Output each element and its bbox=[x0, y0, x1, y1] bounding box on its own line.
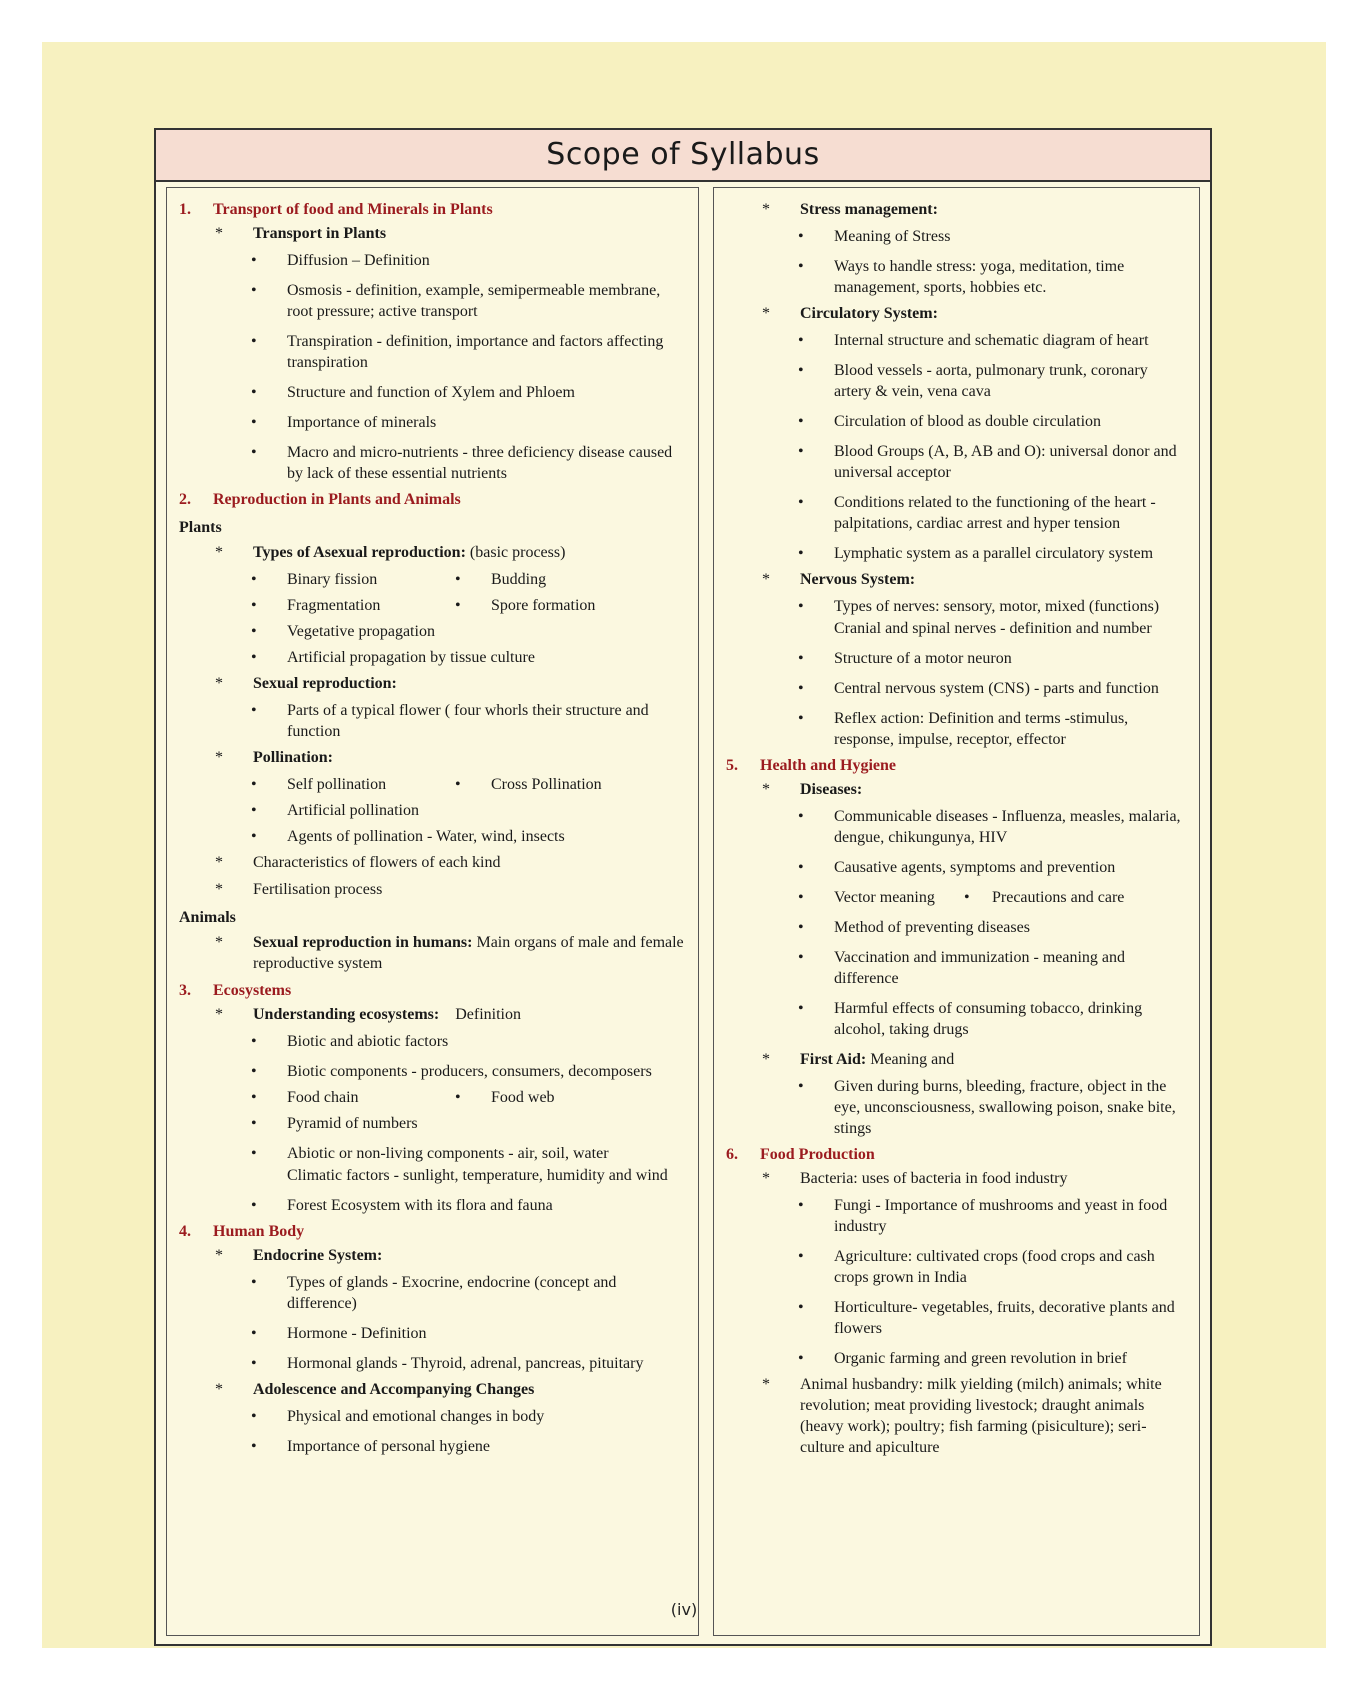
list-item: • Food chain • Food web bbox=[251, 1089, 555, 1106]
list-item: • Agriculture: cultivated crops (food crops and cash crops grown in India bbox=[798, 1248, 1155, 1286]
list-item: • Osmosis - definition, example, semipermeable membrane, root pressure; active transport bbox=[251, 282, 661, 320]
list-item: • Vaccination and immunization - meaning and difference bbox=[798, 949, 1126, 987]
list-item: • Transpiration - definition, importance and factors affecting transpiration bbox=[251, 333, 664, 371]
topic: * First Aid: Meaning and bbox=[762, 1051, 955, 1068]
section-heading: 4. Human Body bbox=[179, 1223, 305, 1240]
topic: * Bacteria: uses of bacteria in food industry bbox=[762, 1170, 1068, 1187]
section-heading: 6. Food Production bbox=[726, 1146, 875, 1163]
list-item: • Fungi - Importance of mushrooms and yeast in food industry bbox=[798, 1197, 1168, 1235]
list-item: • Causative agents, symptoms and prevention bbox=[798, 859, 1116, 876]
topic: * Types of Asexual reproduction: (basic process) bbox=[215, 544, 566, 561]
topic: * Nervous System: bbox=[762, 571, 916, 588]
list-item: • Physical and emotional changes in body bbox=[251, 1408, 545, 1425]
list-item: • Macro and micro-nutrients - three deficiency disease caused by lack of these essential nutrients bbox=[251, 444, 673, 482]
list-item-continuation: Cranial and spinal nerves - definition and number bbox=[834, 620, 1152, 637]
list-item: • Types of glands - Exocrine, endocrine (concept and difference) bbox=[251, 1274, 617, 1312]
list-item: • Hormone - Definition bbox=[251, 1325, 427, 1342]
page-number: (iv) bbox=[670, 1600, 698, 1619]
topic: * Fertilisation process bbox=[215, 881, 383, 898]
list-item: • Self pollination • Cross Pollination bbox=[251, 776, 602, 793]
section-heading: 2. Reproduction in Plants and Animals bbox=[179, 491, 461, 508]
topic: * Adolescence and Accompanying Changes bbox=[215, 1381, 535, 1398]
list-item: • Types of nerves: sensory, motor, mixed (functions) bbox=[798, 598, 1160, 615]
topic: * Circulatory System: bbox=[762, 305, 938, 322]
list-item: • Agents of pollination - Water, wind, insects bbox=[251, 828, 565, 845]
list-item: • Hormonal glands - Thyroid, adrenal, pancreas, pituitary bbox=[251, 1355, 644, 1372]
list-item: • Harmful effects of consuming tobacco, drinking alcohol, taking drugs bbox=[798, 1000, 1143, 1038]
list-item: • Organic farming and green revolution in brief bbox=[798, 1350, 1127, 1367]
list-item: • Meaning of Stress bbox=[798, 228, 951, 245]
subheading: Animals bbox=[179, 909, 236, 926]
list-item: • Artificial pollination bbox=[251, 802, 419, 819]
topic: * Animal husbandry: milk yielding (milch) animals; white revolution; meat providing livestock; draught animals (heavy work); poultry; fish farming (pisiculture); seri-culture and apiculture bbox=[762, 1376, 1162, 1456]
topic: * Characteristics of flowers of each kind bbox=[215, 854, 501, 871]
list-item: • Vector meaning • Precautions and care bbox=[798, 889, 1125, 906]
list-item-continuation: Climatic factors - sunlight, temperature, humidity and wind bbox=[287, 1167, 668, 1184]
list-item: • Abiotic or non-living components - air, soil, water bbox=[251, 1145, 609, 1162]
list-item: • Lymphatic system as a parallel circulatory system bbox=[798, 545, 1154, 562]
topic: * Diseases: bbox=[762, 781, 863, 798]
list-item: • Reflex action: Definition and terms -stimulus, response, impulse, receptor, effector bbox=[798, 710, 1129, 748]
topic: * Endocrine System: bbox=[215, 1247, 383, 1264]
list-item: • Artificial propagation by tissue culture bbox=[251, 649, 535, 666]
subheading: Plants bbox=[179, 519, 222, 536]
list-item: • Importance of personal hygiene bbox=[251, 1438, 491, 1455]
syllabus-box bbox=[154, 128, 1212, 1646]
list-item: • Conditions related to the functioning of the heart - palpitations, cardiac arrest and hyper tension bbox=[798, 494, 1156, 532]
page-background bbox=[42, 42, 1326, 1648]
list-item: • Parts of a typical flower ( four whorls their structure and function bbox=[251, 702, 649, 740]
topic: * Sexual reproduction in humans: Main organs of male and female reproductive system bbox=[215, 934, 684, 972]
section-heading: 1. Transport of food and Minerals in Plants bbox=[179, 201, 493, 218]
list-item: • Structure of a motor neuron bbox=[798, 650, 1012, 667]
list-item: • Binary fission • Budding bbox=[251, 571, 547, 588]
section-heading: 5. Health and Hygiene bbox=[726, 757, 897, 774]
list-item: • Pyramid of numbers bbox=[251, 1115, 418, 1132]
section-heading: 3. Ecosystems bbox=[179, 982, 292, 999]
list-item: • Given during burns, bleeding, fracture, object in the eye, unconsciousness, swallowing poison, snake bite, stings bbox=[798, 1078, 1176, 1137]
list-item: • Central nervous system (CNS) - parts and function bbox=[798, 680, 1159, 697]
topic: * Understanding ecosystems: Definition bbox=[215, 1006, 521, 1023]
topic: * Stress management: bbox=[762, 201, 938, 218]
list-item: • Vegetative propagation bbox=[251, 623, 435, 640]
list-item: • Method of preventing diseases bbox=[798, 919, 1030, 936]
topic: * Transport in Plants bbox=[215, 225, 387, 242]
list-item: • Diffusion – Definition bbox=[251, 252, 430, 269]
list-item: • Blood vessels - aorta, pulmonary trunk, coronary artery & vein, vena cava bbox=[798, 362, 1148, 400]
list-item: • Biotic components - producers, consumers, decomposers bbox=[251, 1063, 652, 1080]
left-column bbox=[166, 187, 699, 1636]
page-title: Scope of Syllabus bbox=[156, 130, 1210, 182]
list-item: • Circulation of blood as double circulation bbox=[798, 413, 1102, 430]
topic: * Sexual reproduction: bbox=[215, 675, 397, 692]
list-item: • Structure and function of Xylem and Phloem bbox=[251, 384, 575, 401]
list-item: • Blood Groups (A, B, AB and O): universal donor and universal acceptor bbox=[798, 443, 1177, 481]
right-column bbox=[713, 187, 1200, 1636]
list-item: • Forest Ecosystem with its flora and fauna bbox=[251, 1197, 553, 1214]
list-item: • Ways to handle stress: yoga, meditation, time management, sports, hobbies etc. bbox=[798, 258, 1125, 296]
topic: * Pollination: bbox=[215, 749, 334, 766]
list-item: • Fragmentation • Spore formation bbox=[251, 597, 596, 614]
list-item: • Internal structure and schematic diagram of heart bbox=[798, 332, 1149, 349]
list-item: • Importance of minerals bbox=[251, 414, 437, 431]
list-item: • Communicable diseases - Influenza, measles, malaria, dengue, chikungunya, HIV bbox=[798, 808, 1181, 846]
list-item: • Horticulture- vegetables, fruits, decorative plants and flowers bbox=[798, 1299, 1175, 1337]
list-item: • Biotic and abiotic factors bbox=[251, 1033, 449, 1050]
